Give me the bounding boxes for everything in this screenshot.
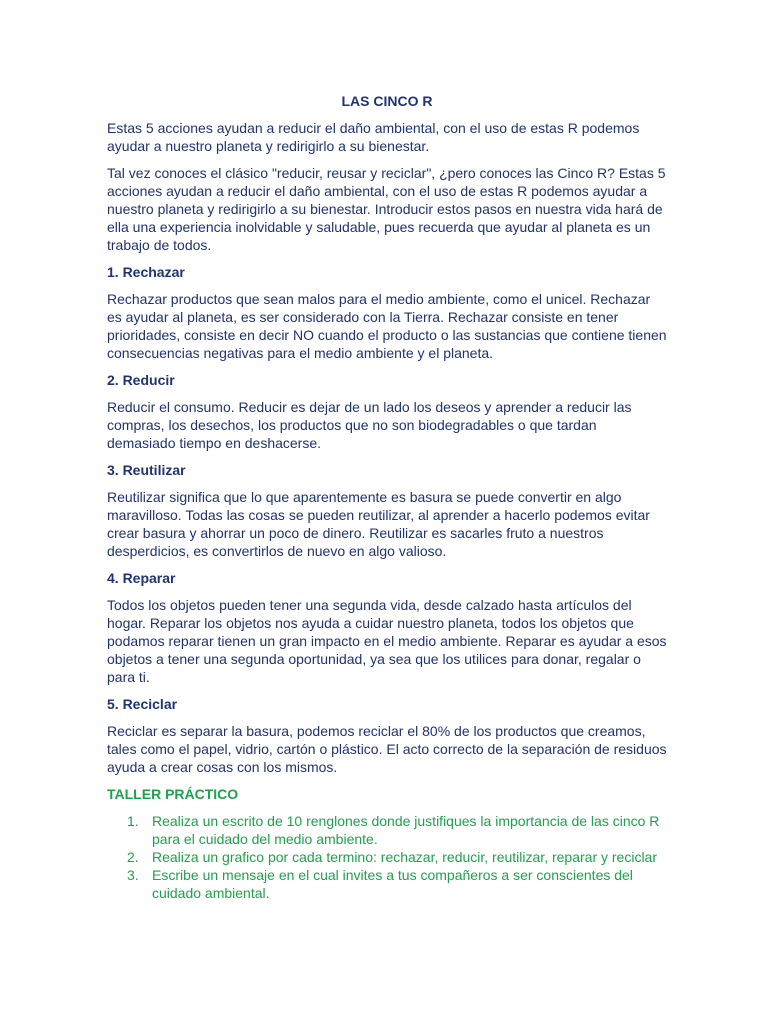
workshop-task bbox=[107, 848, 667, 866]
intro-paragraph-1: Estas 5 acciones ayudan a reducir el daño ambiental, con el uso de estas R podemos ayudar a nuestro planeta y redirigirlo a su bienestar. bbox=[107, 120, 640, 154]
task-number: 2. bbox=[127, 849, 139, 865]
task-number: 3. bbox=[127, 867, 139, 883]
section-heading-rechazar: 1. Rechazar bbox=[107, 264, 185, 280]
section-text-reparar: Todos los objetos pueden tener una segunda vida, desde calzado hasta artículos del hogar. Reparar los objetos nos ayuda a cuidar nuestro planeta, todos los objetos que podamos reparar tienen un gran impacto en el medio ambiente. Reparar es ayudar a esos objetos a tener una segunda oportunidad, ya sea que los utilices para donar, regalar o para ti. bbox=[107, 597, 667, 685]
section-text-reciclar: Reciclar es separar la basura, podemos reciclar el 80% de los productos que creamos, tales como el papel, vidrio, cartón o plástico. El acto correcto de la separación de residuos ayuda a crear cosas con los mismos. bbox=[107, 723, 667, 775]
workshop-task bbox=[107, 812, 667, 848]
task-text: Realiza un grafico por cada termino: rechazar, reducir, reutilizar, reparar y reciclar bbox=[152, 849, 657, 865]
section-heading-reducir: 2. Reducir bbox=[107, 372, 175, 388]
task-text: Realiza un escrito de 10 renglones donde justifiques la importancia de las cinco R para el cuidado del medio ambiente. bbox=[152, 813, 660, 847]
workshop-task bbox=[107, 866, 667, 902]
section-heading-reutilizar: 3. Reutilizar bbox=[107, 462, 186, 478]
document-title: LAS CINCO R bbox=[341, 93, 433, 109]
section-heading-reparar: 4. Reparar bbox=[107, 570, 176, 586]
document-page bbox=[107, 92, 667, 902]
section-text-reutilizar: Reutilizar significa que lo que aparentemente es basura se puede convertir en algo maravilloso. Todas las cosas se pueden reutilizar, al aprender a hacerlo podemos evitar crear basura y ahorrar un poco de dinero. Reutilizar es sacarles fruto a nuestros desperdicios, es convertirlos de nuevo en algo valioso. bbox=[107, 489, 650, 559]
task-number: 1. bbox=[127, 813, 139, 829]
workshop-task-list bbox=[107, 812, 667, 902]
task-text: Escribe un mensaje en el cual invites a tus compañeros a ser conscientes del cuidado ambiental. bbox=[152, 867, 633, 901]
section-text-reducir: Reducir el consumo. Reducir es dejar de un lado los deseos y aprender a reducir las compras, los desechos, los productos que no son biodegradables o que tardan demasiado tiempo en deshacerse. bbox=[107, 399, 632, 451]
intro-paragraph-2: Tal vez conoces el clásico "reducir, reusar y reciclar", ¿pero conoces las Cinco R? Estas 5 acciones ayudan a reducir el daño ambiental, con el uso de estas R podemos ayudar a nuestro planeta y redirigirlo a su bienestar. Introducir estos pasos en nuestra vida hará de ella una experiencia inolvidable y saludable, pues recuerda que ayudar al planeta es un trabajo de todos. bbox=[107, 165, 666, 253]
section-heading-reciclar: 5. Reciclar bbox=[107, 696, 178, 712]
section-text-rechazar: Rechazar productos que sean malos para el medio ambiente, como el unicel. Rechazar es ayudar al planeta, es ser considerado con la Tierra. Rechazar consiste en tener prioridades, consiste en decir NO cuando el producto o las sustancias que contiene tienen consecuencias negativas para el medio ambiente y el planeta. bbox=[107, 291, 667, 361]
workshop-title: TALLER PRÁCTICO bbox=[107, 786, 239, 802]
